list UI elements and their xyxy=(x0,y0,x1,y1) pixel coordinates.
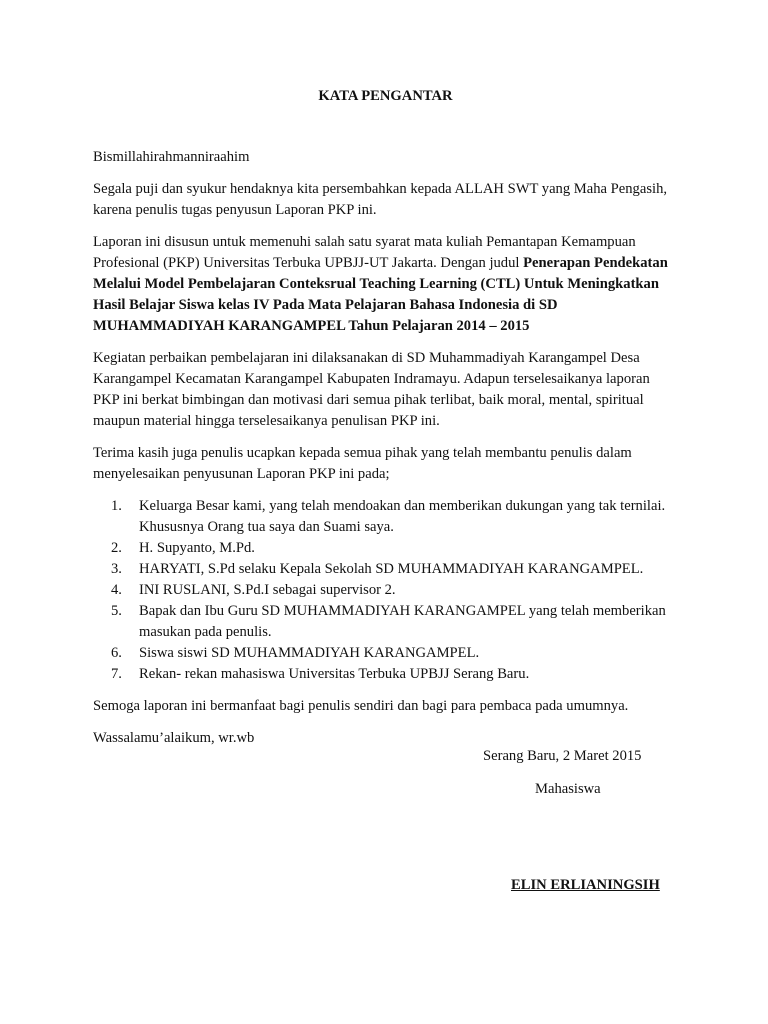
list-item xyxy=(93,601,678,643)
salutation: Bismillahirahmanniraahim xyxy=(93,149,250,165)
signer-name: ELIN ERLIANINGSIH xyxy=(511,877,660,893)
document-page xyxy=(93,86,678,893)
list-item-number: 7. xyxy=(111,666,122,682)
list-item-text: H. Supyanto, M.Pd. xyxy=(139,540,255,556)
list-item-number: 2. xyxy=(111,540,122,556)
list-item xyxy=(93,643,678,664)
list-item xyxy=(93,664,678,685)
closing-greeting: Wassalamu’alaikum, wr.wb xyxy=(93,730,255,746)
list-item-text: INI RUSLANI, S.Pd.I sebagai supervisor 2. xyxy=(139,582,396,598)
list-item xyxy=(93,496,678,538)
report-title: Penerapan Pendekatan Melalui Model Pembelajaran Conteksrual Teaching Learning (CTL) Untuk Meningkatkan Hasil Belajar Siswa kelas IV Pada Mata Pelajaran Bahasa Indonesia di SD MUHAMMADIYAH KARANGAMPEL Tahun Pelajaran 2014 – 2015 xyxy=(93,255,668,334)
paragraph-purpose xyxy=(93,232,678,337)
list-item-number: 4. xyxy=(111,582,122,598)
list-item xyxy=(93,580,678,601)
list-item-number: 6. xyxy=(111,645,122,661)
list-item xyxy=(93,559,678,580)
paragraph-praise: Segala puji dan syukur hendaknya kita persembahkan kepada ALLAH SWT yang Maha Pengasih, karena penulis tugas penyusun Laporan PKP ini. xyxy=(93,181,668,218)
document-title: KATA PENGANTAR xyxy=(318,88,453,104)
thanks-list xyxy=(93,496,678,685)
list-item-text: HARYATI, S.Pd selaku Kepala Sekolah SD MUHAMMADIYAH KARANGAMPEL. xyxy=(139,561,644,577)
list-item-text: Rekan- rekan mahasiswa Universitas Terbuka UPBJJ Serang Baru. xyxy=(139,666,530,682)
paragraph-activity: Kegiatan perbaikan pembelajaran ini dilaksanakan di SD Muhammadiyah Karangampel Desa Karangampel Kecamatan Karangampel Kabupaten Indramayu. Adapun terselesaikanya laporan PKP ini berkat bimbingan dan motivasi dari semua pihak terlibat, baik moral, mental, spiritual maupun material hingga terselesaikanya penulisan PKP ini. xyxy=(93,350,650,429)
paragraph-thanks: Terima kasih juga penulis ucapkan kepada semua pihak yang telah membantu penulis dalam menyelesaikan penyusunan Laporan PKP ini pada; xyxy=(93,445,632,482)
list-item-text: Keluarga Besar kami, yang telah mendoakan dan memberikan dukungan yang tak ternilai. Khususnya Orang tua saya dan Suami saya. xyxy=(139,498,666,535)
purpose-intro: Laporan ini disusun untuk memenuhi salah satu syarat mata kuliah Pemantapan Kemampuan Profesional (PKP) Universitas Terbuka UPBJJ-UT Jakarta. Dengan judul xyxy=(93,234,636,271)
list-item-text: Siswa siswi SD MUHAMMADIYAH KARANGAMPEL. xyxy=(139,645,480,661)
list-item-number: 1. xyxy=(111,498,122,514)
list-item-number: 3. xyxy=(111,561,122,577)
signer-role: Mahasiswa xyxy=(535,781,601,797)
place-date: Serang Baru, 2 Maret 2015 xyxy=(483,748,642,764)
list-item-number: 5. xyxy=(111,603,122,619)
list-item xyxy=(93,538,678,559)
paragraph-hope: Semoga laporan ini bermanfaat bagi penulis sendiri dan bagi para pembaca pada umumnya. xyxy=(93,698,629,714)
list-item-text: Bapak dan Ibu Guru SD MUHAMMADIYAH KARANGAMPEL yang telah memberikan masukan pada penulis. xyxy=(139,603,666,640)
